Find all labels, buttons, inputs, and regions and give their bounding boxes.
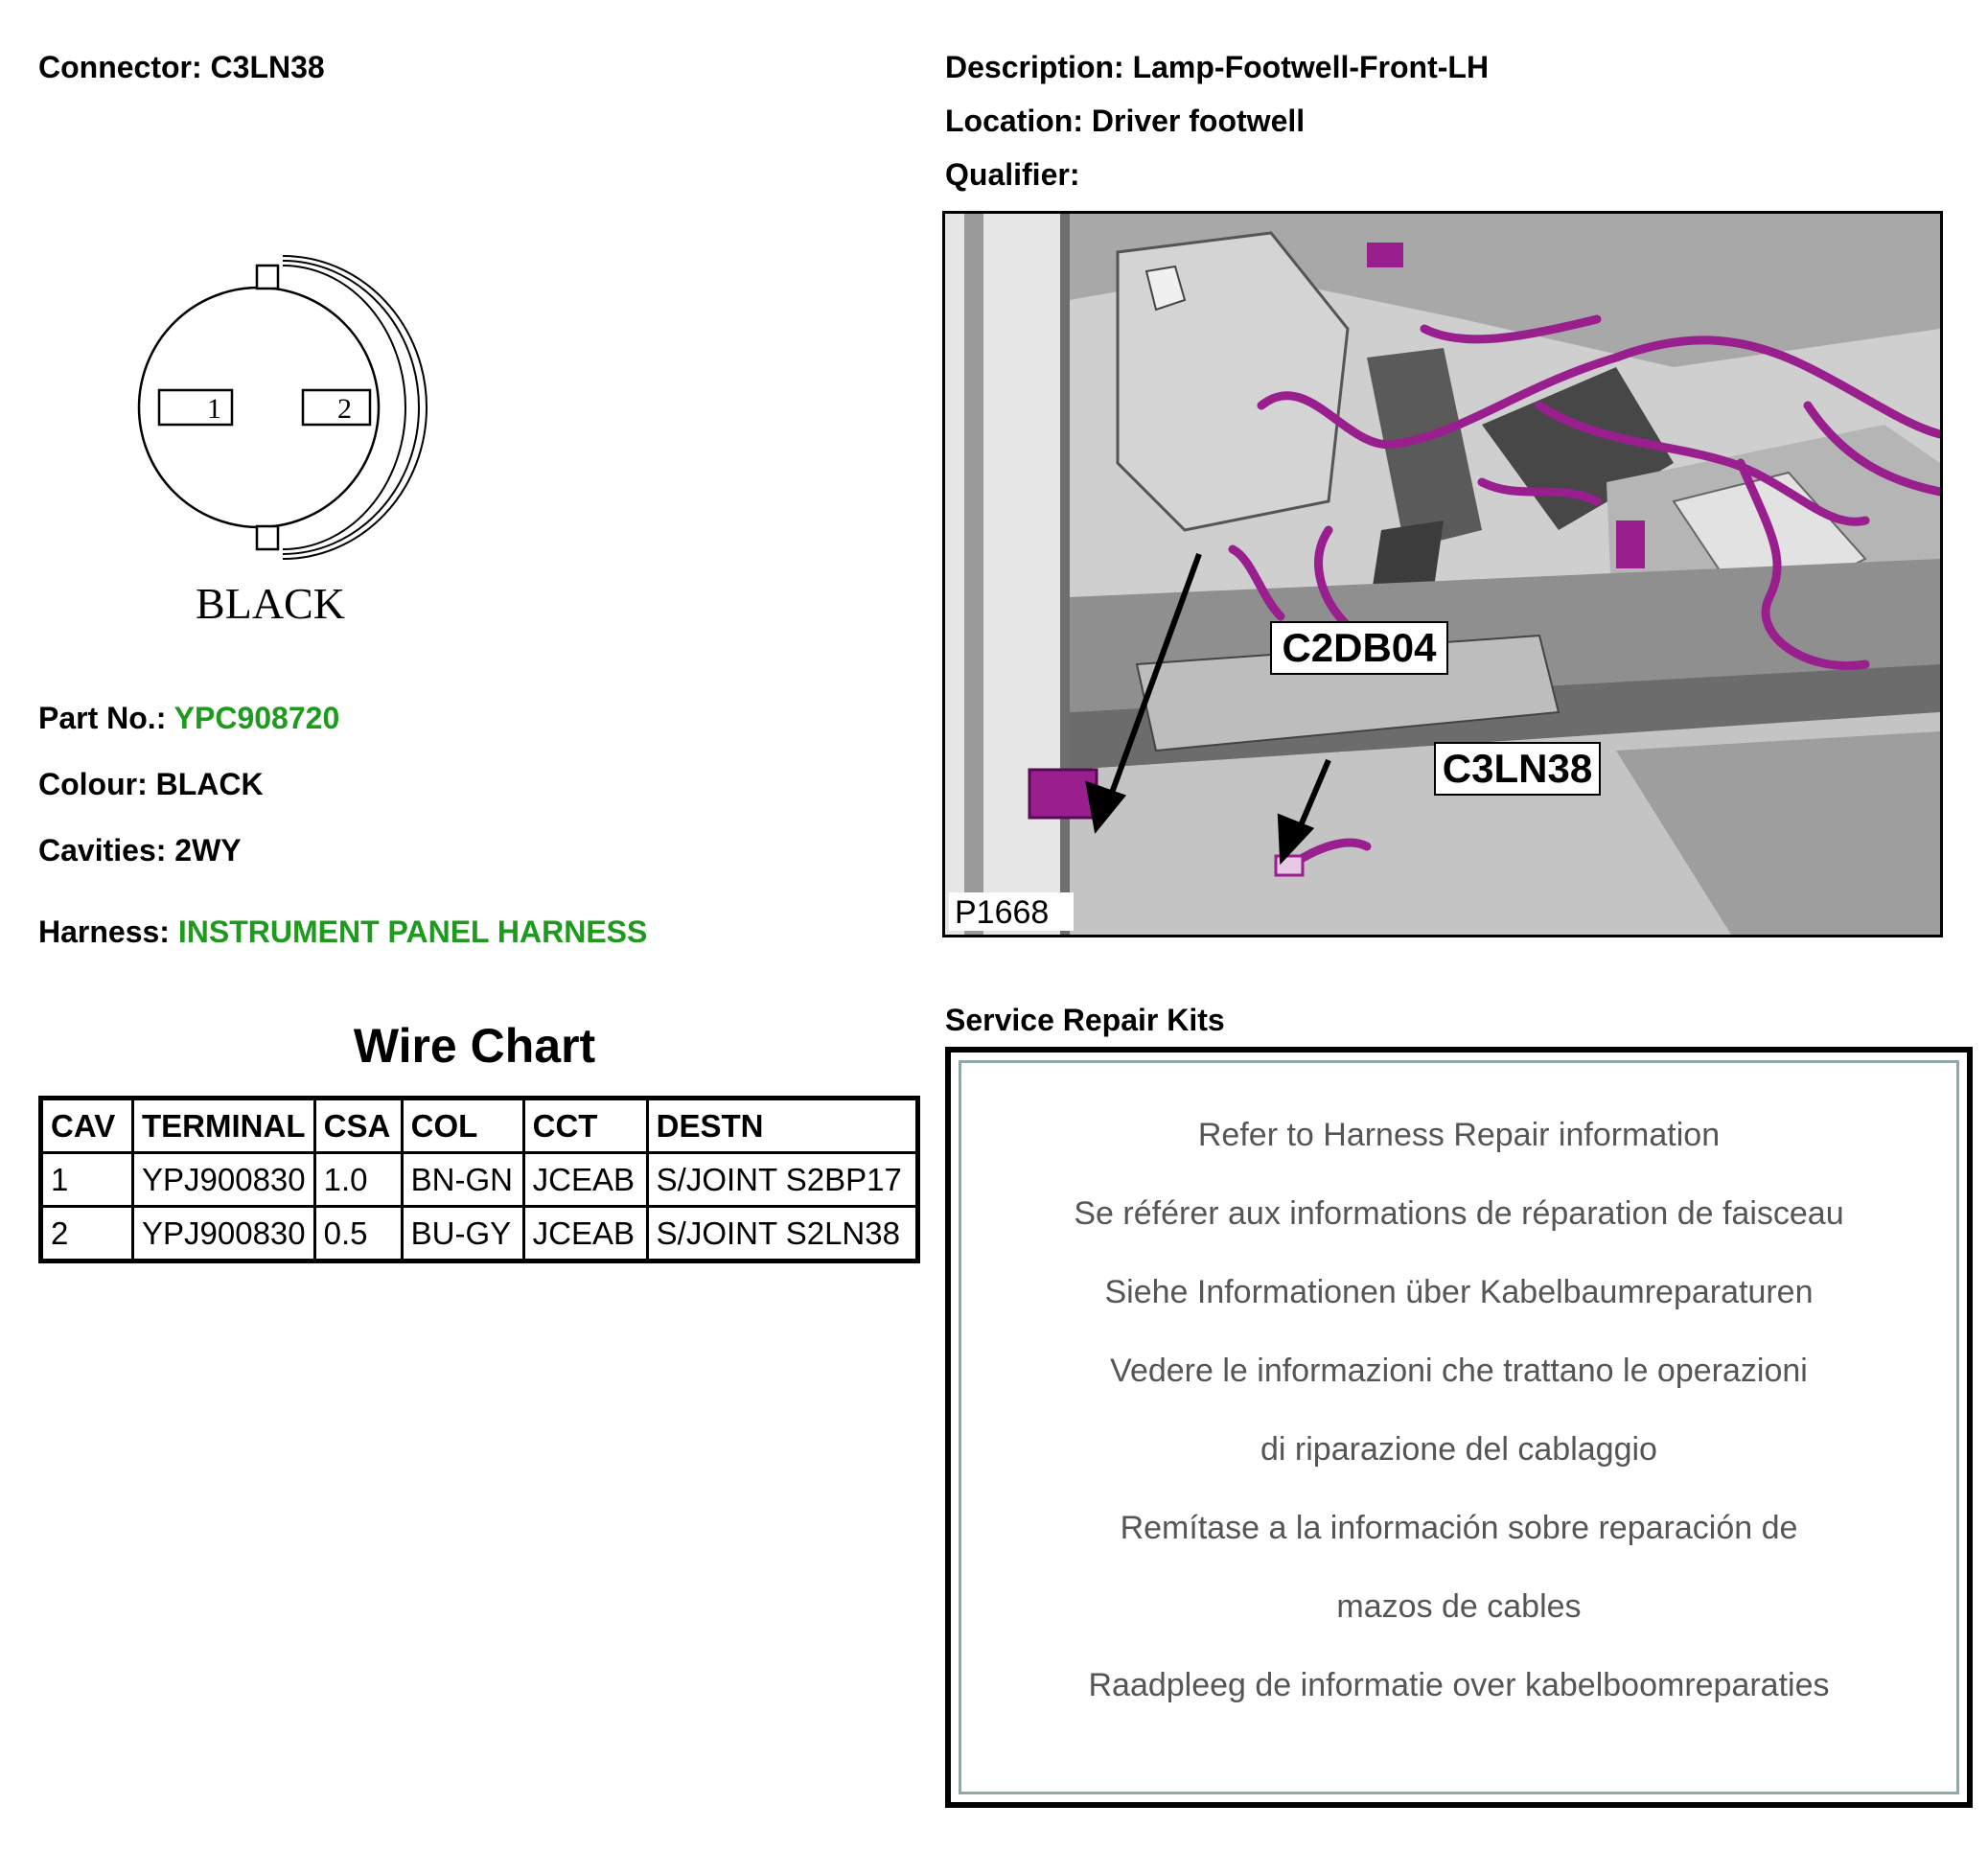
wire-chart-header-row: [41, 1099, 918, 1153]
qualifier-label: Qualifier:: [945, 157, 1080, 192]
location-field: [945, 105, 1305, 136]
cavity-1-label: 1: [207, 393, 221, 425]
cell-cav: 2: [41, 1207, 133, 1261]
callout-c3ln38: C3LN38: [1442, 746, 1593, 791]
wire-chart-title: Wire Chart: [353, 1019, 596, 1073]
location-photo: [942, 211, 1943, 937]
wire-chart-table: [38, 1096, 920, 1263]
kit-line: Raadpleeg de informatie over kabelboomreparaties: [1088, 1667, 1830, 1703]
location-label: Location:: [945, 104, 1083, 138]
connector-label: Connector:: [38, 50, 202, 84]
colour-value: BLACK: [155, 767, 264, 801]
service-kits-inner-frame: [959, 1060, 1959, 1794]
colour-label: Colour:: [38, 767, 148, 801]
part-number-field: [38, 703, 339, 733]
connector-value: C3LN38: [210, 50, 325, 84]
harness-field: [38, 916, 647, 947]
col-header-destn: DESTN: [647, 1099, 917, 1153]
location-value: Driver footwell: [1091, 104, 1306, 138]
cavity-2-label: 2: [337, 393, 352, 425]
cell-col: BN-GN: [402, 1153, 523, 1207]
col-header-cct: CCT: [523, 1099, 647, 1153]
harness-label: Harness:: [38, 914, 170, 949]
cell-csa: 1.0: [314, 1153, 402, 1207]
cell-csa: 0.5: [314, 1207, 402, 1261]
kit-line: Siehe Informationen über Kabelbaumreparaturen: [1104, 1274, 1814, 1310]
photo-reference: P1668: [955, 894, 1050, 931]
kit-line: di riparazione del cablaggio: [1260, 1431, 1657, 1468]
cavities-label: Cavities:: [38, 833, 167, 868]
description-label: Description:: [945, 50, 1124, 84]
harness-value: INSTRUMENT PANEL HARNESS: [177, 914, 648, 949]
cavities-field: [38, 835, 242, 866]
cell-destn: S/JOINT S2BP17: [647, 1153, 917, 1207]
cell-col: BU-GY: [402, 1207, 523, 1261]
diagram-colour-label: BLACK: [196, 579, 345, 628]
description-field: [945, 52, 1489, 82]
kit-line: mazos de cables: [1336, 1588, 1582, 1625]
service-kits-box: [945, 1047, 1973, 1808]
connector-face-diagram: [125, 249, 431, 642]
col-header-cav: CAV: [41, 1099, 133, 1153]
part-number-label: Part No.:: [38, 701, 167, 735]
table-row: [41, 1207, 918, 1261]
kit-line: Vedere le informazioni che trattano le operazioni: [1110, 1353, 1808, 1389]
cavity-2-box: [303, 390, 370, 425]
colour-field: [38, 769, 264, 799]
part-number-value: YPC908720: [173, 701, 340, 735]
kit-line: Refer to Harness Repair information: [1197, 1117, 1721, 1153]
cavities-value: 2WY: [174, 833, 242, 868]
cell-terminal: YPJ900830: [133, 1207, 315, 1261]
callout-c2db04: C2DB04: [1282, 625, 1437, 670]
cell-destn: S/JOINT S2LN38: [647, 1207, 917, 1261]
cell-cct: JCEAB: [523, 1153, 647, 1207]
cell-cct: JCEAB: [523, 1207, 647, 1261]
description-value: Lamp-Footwell-Front-LH: [1132, 50, 1490, 84]
table-row: [41, 1153, 918, 1207]
kit-line: Remítase a la información sobre reparación de: [1120, 1510, 1798, 1546]
col-header-csa: CSA: [314, 1099, 402, 1153]
cell-cav: 1: [41, 1153, 133, 1207]
qualifier-field: [945, 159, 1079, 190]
col-header-terminal: TERMINAL: [133, 1099, 315, 1153]
connector-field: [38, 52, 325, 82]
service-kits-title: Service Repair Kits: [945, 1003, 1225, 1037]
col-header-col: COL: [402, 1099, 523, 1153]
cell-terminal: YPJ900830: [133, 1153, 315, 1207]
kit-line: Se référer aux informations de réparation de faisceau: [1074, 1195, 1844, 1232]
connector-c2db04-shape: [1029, 770, 1097, 818]
